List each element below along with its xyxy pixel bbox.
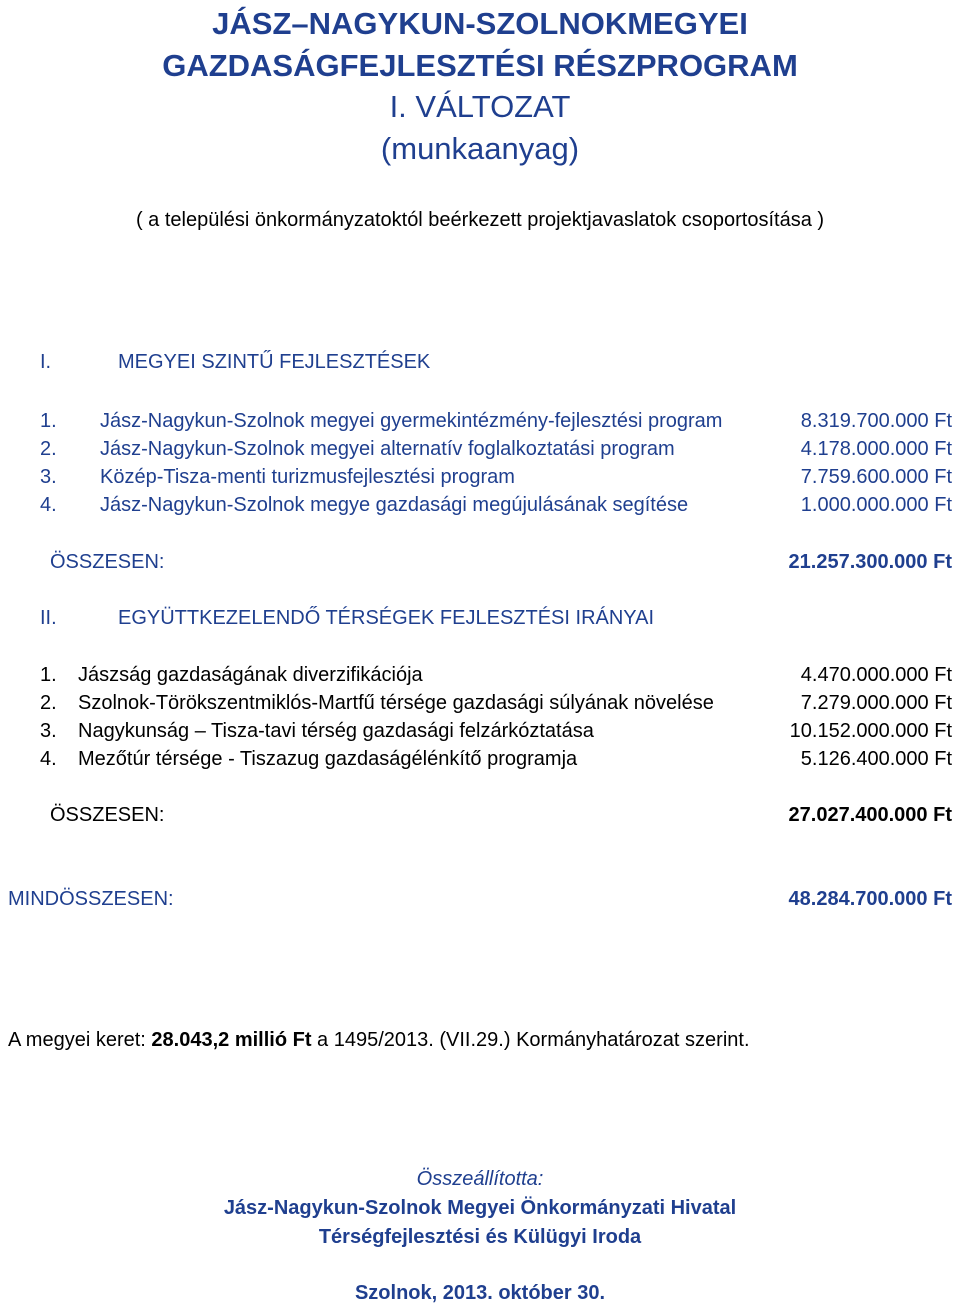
section2-item-4-label: Mezőtúr térsége - Tiszazug gazdaságélénkítő programja <box>78 748 578 770</box>
section2-item-4-amount: 5.126.400.000 Ft <box>800 748 952 770</box>
section1-item-3-label: Közép-Tisza-menti turizmusfejlesztési program <box>100 466 515 488</box>
section1-title: MEGYEI SZINTŰ FEJLESZTÉSEK <box>118 351 431 373</box>
grand-total-label: MINDÖSSZESEN: <box>8 888 174 910</box>
section2-item-1-label: Jászság gazdaságának diverzifikációja <box>78 664 423 686</box>
section1-item-2-amount: 4.178.000.000 Ft <box>800 438 952 460</box>
title-line-3: I. VÁLTOZAT <box>389 89 571 124</box>
budget-note-suffix: a 1495/2013. (VII.29.) Kormányhatározat szerint. <box>311 1029 750 1051</box>
section2-item-1-num: 1. <box>40 664 57 686</box>
section1-item-4-amount: 1.000.000.000 Ft <box>800 494 952 516</box>
footer-org-1: Jász-Nagykun-Szolnok Megyei Önkormányzati Hivatal <box>223 1197 737 1219</box>
section2-item-2-label: Szolnok-Törökszentmiklós-Martfű térsége gazdasági súlyának növelése <box>78 692 714 714</box>
budget-note-prefix: A megyei keret: <box>8 1029 152 1051</box>
section1-item-1-label: Jász-Nagykun-Szolnok megyei gyermekintézmény-fejlesztési program <box>100 410 723 432</box>
section1-item-2-label: Jász-Nagykun-Szolnok megyei alternatív foglalkoztatási program <box>100 438 675 460</box>
section2-item-4-num: 4. <box>40 748 57 770</box>
compiled-by-label: Összeállította: <box>416 1168 544 1190</box>
section2-item-2-num: 2. <box>40 692 57 714</box>
section1-total-value: 21.257.300.000 Ft <box>788 551 952 573</box>
section2-item-3-num: 3. <box>40 720 57 742</box>
grand-total-value: 48.284.700.000 Ft <box>788 888 952 910</box>
place-date: Szolnok, 2013. október 30. <box>354 1282 606 1304</box>
section1-total-label: ÖSSZESEN: <box>50 551 165 573</box>
section2-item-2-amount: 7.279.000.000 Ft <box>800 692 952 714</box>
section1-number: I. <box>40 351 52 373</box>
section2-number: II. <box>40 607 57 629</box>
section1-item-4-label: Jász-Nagykun-Szolnok megye gazdasági megújulásának segítése <box>100 494 689 516</box>
budget-note <box>8 1029 750 1052</box>
title-line-1: JÁSZ–NAGYKUN-SZOLNOKMEGYEI <box>212 6 748 41</box>
section1-item-1-amount: 8.319.700.000 Ft <box>800 410 952 432</box>
subtitle: ( a települési önkormányzatoktól beérkezett projektjavaslatok csoportosítása ) <box>135 209 825 231</box>
title-line-4: (munkaanyag) <box>380 131 580 166</box>
footer-org-2: Térségfejlesztési és Külügyi Iroda <box>318 1226 642 1248</box>
section2-item-3-amount: 10.152.000.000 Ft <box>789 720 952 742</box>
section2-item-3-label: Nagykunság – Tisza-tavi térség gazdasági felzárkóztatása <box>78 720 594 742</box>
title-line-2: GAZDASÁGFEJLESZTÉSI RÉSZPROGRAM <box>162 48 798 83</box>
budget-note-amount: 28.043,2 millió Ft <box>151 1029 312 1051</box>
section1-item-3-amount: 7.759.600.000 Ft <box>800 466 952 488</box>
section1-item-2-num: 2. <box>40 438 57 460</box>
section2-total-value: 27.027.400.000 Ft <box>788 804 952 826</box>
section1-item-3-num: 3. <box>40 466 57 488</box>
section1-item-1-num: 1. <box>40 410 57 432</box>
section2-item-1-amount: 4.470.000.000 Ft <box>800 664 952 686</box>
section2-total-label: ÖSSZESEN: <box>50 804 165 826</box>
section1-item-4-num: 4. <box>40 494 57 516</box>
section2-title: EGYÜTTKEZELENDŐ TÉRSÉGEK FEJLESZTÉSI IRÁNYAI <box>118 607 655 629</box>
